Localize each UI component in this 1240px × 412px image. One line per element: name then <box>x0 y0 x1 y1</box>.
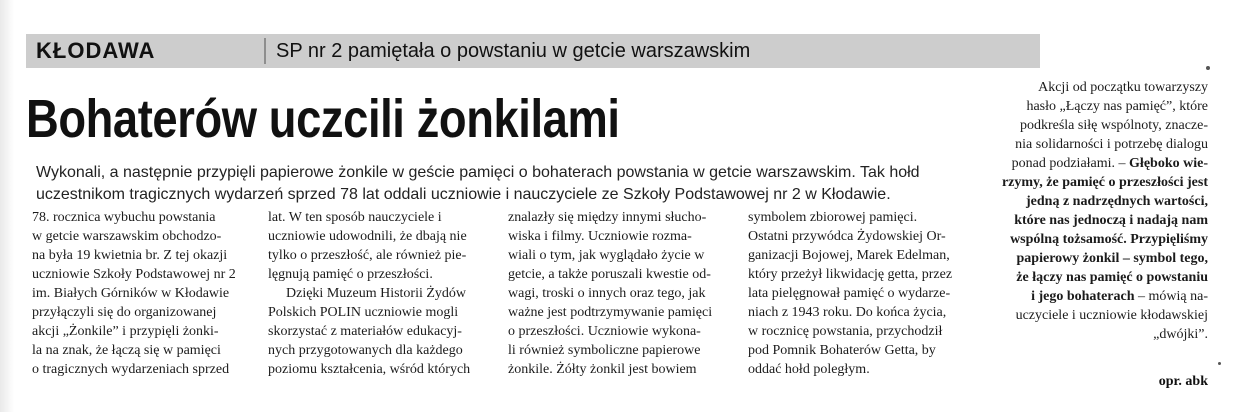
scan-speck <box>1206 66 1210 70</box>
body-column-1 <box>32 208 258 379</box>
sidebar-line: uczyciele i uczniowie kłodawskiej <box>1015 308 1208 323</box>
sidebar-line: nia solidarności i potrzebę dialogu <box>1015 137 1208 152</box>
body-column-3 <box>508 208 734 379</box>
text-line: w rocznicę powstania, przychodził <box>748 324 943 339</box>
sidebar-line: „dwójki”. <box>1153 327 1208 342</box>
sidebar-line: że łączy nas pamięć o powstaniu <box>1016 270 1208 285</box>
text-line: 78. rocznica wybuchu powstania <box>32 210 216 225</box>
text-line: tylko o przeszłość, ale również pie- <box>268 248 467 263</box>
text-line: getcie, a także poruszali kwestie od- <box>508 267 711 282</box>
text-line: im. Białych Górników w Kłodawie <box>32 286 230 301</box>
scan-edge <box>0 0 14 412</box>
header-subtitle: SP nr 2 pamiętała o powstaniu w getcie warszawskim <box>276 40 751 62</box>
text-line: pod Pomnik Bohaterów Getta, by <box>748 343 936 358</box>
sidebar-line: i jego bohaterach – mówią na- <box>1031 289 1208 304</box>
text-line: o tragicznych wydarzeniach sprzed <box>32 362 230 377</box>
article-lead <box>36 162 966 206</box>
lead-line: Wykonali, a następnie przypięli papierowe żonkile w geście pamięci o bohaterach powstania w getcie warszawskim. Tak hołd <box>36 164 920 181</box>
text-line: uczniowie Szkoły Podstawowej nr 2 <box>32 267 236 282</box>
text-line: skorzystać z materiałów edukacyj- <box>268 324 462 339</box>
text-line: ganizacji Bojowej, Marek Edelman, <box>748 248 950 263</box>
sidebar-line: rzymy, że pamięć o przeszłości jest <box>1001 175 1208 190</box>
sidebar-bold-fragment: Głęboko wie- <box>1129 156 1208 171</box>
sidebar-line: podkreśla siłę wspólnoty, znacze- <box>1019 118 1208 133</box>
text-line: żonkile. Żółty żonkil jest bowiem <box>508 362 697 377</box>
sidebar-line: wspólną tożsamość. Przypięliśmy <box>1010 232 1208 247</box>
text-line: który przeżył likwidację getta, przez <box>748 267 953 282</box>
sidebar-line: ponad podziałami. – Głęboko wie- <box>1011 156 1208 171</box>
text-line: nych przygotowanych dla każdego <box>268 343 463 358</box>
header-divider <box>264 38 266 64</box>
sidebar-bold-fragment: i jego bohaterach <box>1031 289 1135 304</box>
text-line: na była 19 kwietnia br. Z tej okazji <box>32 248 228 263</box>
text-line: Dzięki Muzeum Historii Żydów <box>286 286 467 301</box>
text-line: znalazły się między innymi słucho- <box>508 210 707 225</box>
text-line: niach z 1943 roku. Do końca życia, <box>748 305 947 320</box>
body-column-2 <box>268 208 496 379</box>
lead-line: uczestnikom tragicznych wydarzeń sprzed 78 lat oddali uczniowie i nauczyciele ze Szkoły Podstawowej nr 2 w Kłodawie. <box>36 186 891 203</box>
sidebar-line: które nas jednoczą i nadają nam <box>1014 213 1208 228</box>
section-tag: KŁODAWA <box>36 38 156 63</box>
sidebar-line: Akcji od początku towarzyszy <box>1038 80 1208 95</box>
text-line: poziomu kształcenia, wśród których <box>268 362 471 377</box>
body-column-4 <box>748 208 976 379</box>
sidebar-line: hasło „Łączy nas pamięć”, które <box>1026 99 1208 114</box>
text-line: w getcie warszawskim obchodzo- <box>32 229 222 244</box>
text-line: uczniowie udowodnili, że dbają nie <box>268 229 467 244</box>
text-line: Polskich POLIN uczniowie mogli <box>268 305 459 320</box>
text-line: lat. W ten sposób nauczyciele i <box>268 210 442 225</box>
text-line: la na znak, że łączą się w pamięci <box>32 343 221 358</box>
text-line: symbolem zbiorowej pamięci. <box>748 210 918 225</box>
text-line: Ostatni przywódca Żydowskiej Or- <box>748 229 946 244</box>
article-headline: Bohaterów uczcili żonkilami <box>26 89 620 149</box>
author-signature: opr. abk <box>1158 374 1208 389</box>
text-line: wiali o tym, jak wyglądało życie w <box>508 248 705 263</box>
sidebar-line: papierowy żonkil – symbol tego, <box>1016 251 1208 266</box>
text-line: akcji „Żonkile” i przypięli żonki- <box>32 324 219 339</box>
text-line: lęgnują pamięć o przeszłości. <box>268 267 433 282</box>
text-line: o przeszłości. Uczniowie wykona- <box>508 324 701 339</box>
text-line: oddać hołd poległym. <box>748 362 870 377</box>
text-line: lata pielęgnował pamięć o wydarze- <box>748 286 951 301</box>
text-line: wiska i filmy. Uczniowie rozma- <box>508 229 692 244</box>
sidebar-quote <box>982 78 1208 344</box>
text-line: wagi, troski o innych oraz tego, jak <box>508 286 706 301</box>
text-line: li również symboliczne papierowe <box>508 343 701 358</box>
scan-speck <box>1218 362 1221 365</box>
text-line: przyłączyli się do organizowanej <box>32 305 217 320</box>
sidebar-line: jedną z nadrzędnych wartości, <box>1026 194 1208 209</box>
text-line: ważne jest podtrzymywanie pamięci <box>508 305 713 320</box>
